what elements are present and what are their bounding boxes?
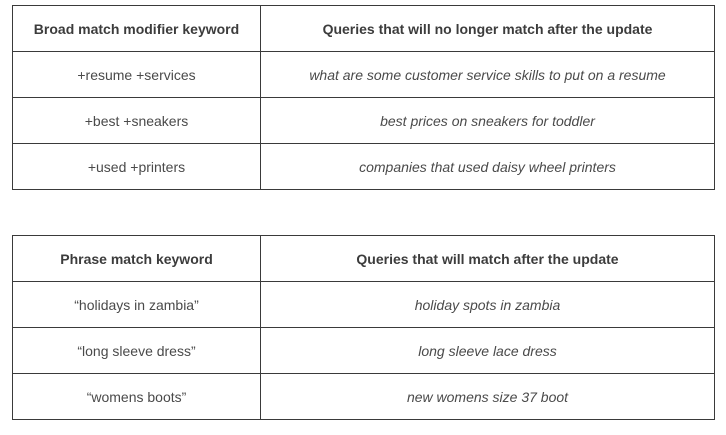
- query-cell: new womens size 37 boot: [261, 374, 715, 420]
- query-cell: holiday spots in zambia: [261, 282, 715, 328]
- table-header-row: [13, 236, 715, 282]
- keyword-cell: “holidays in zambia”: [13, 282, 261, 328]
- table-row: [13, 52, 715, 98]
- keyword-cell: +resume +services: [13, 52, 261, 98]
- broad-match-modifier-table: [12, 5, 715, 190]
- keyword-cell: +used +printers: [13, 144, 261, 190]
- table-row: [13, 328, 715, 374]
- table-header-row: [13, 6, 715, 52]
- table-row: [13, 98, 715, 144]
- keyword-cell: “womens boots”: [13, 374, 261, 420]
- table-row: [13, 144, 715, 190]
- table-row: [13, 374, 715, 420]
- query-cell: best prices on sneakers for toddler: [261, 98, 715, 144]
- column-header-keyword: Broad match modifier keyword: [13, 6, 261, 52]
- phrase-match-table: [12, 235, 715, 420]
- column-header-queries: Queries that will match after the update: [261, 236, 715, 282]
- table-row: [13, 282, 715, 328]
- query-cell: what are some customer service skills to put on a resume: [261, 52, 715, 98]
- keyword-cell: “long sleeve dress”: [13, 328, 261, 374]
- column-header-keyword: Phrase match keyword: [13, 236, 261, 282]
- query-cell: long sleeve lace dress: [261, 328, 715, 374]
- query-cell: companies that used daisy wheel printers: [261, 144, 715, 190]
- keyword-cell: +best +sneakers: [13, 98, 261, 144]
- column-header-queries: Queries that will no longer match after the update: [261, 6, 715, 52]
